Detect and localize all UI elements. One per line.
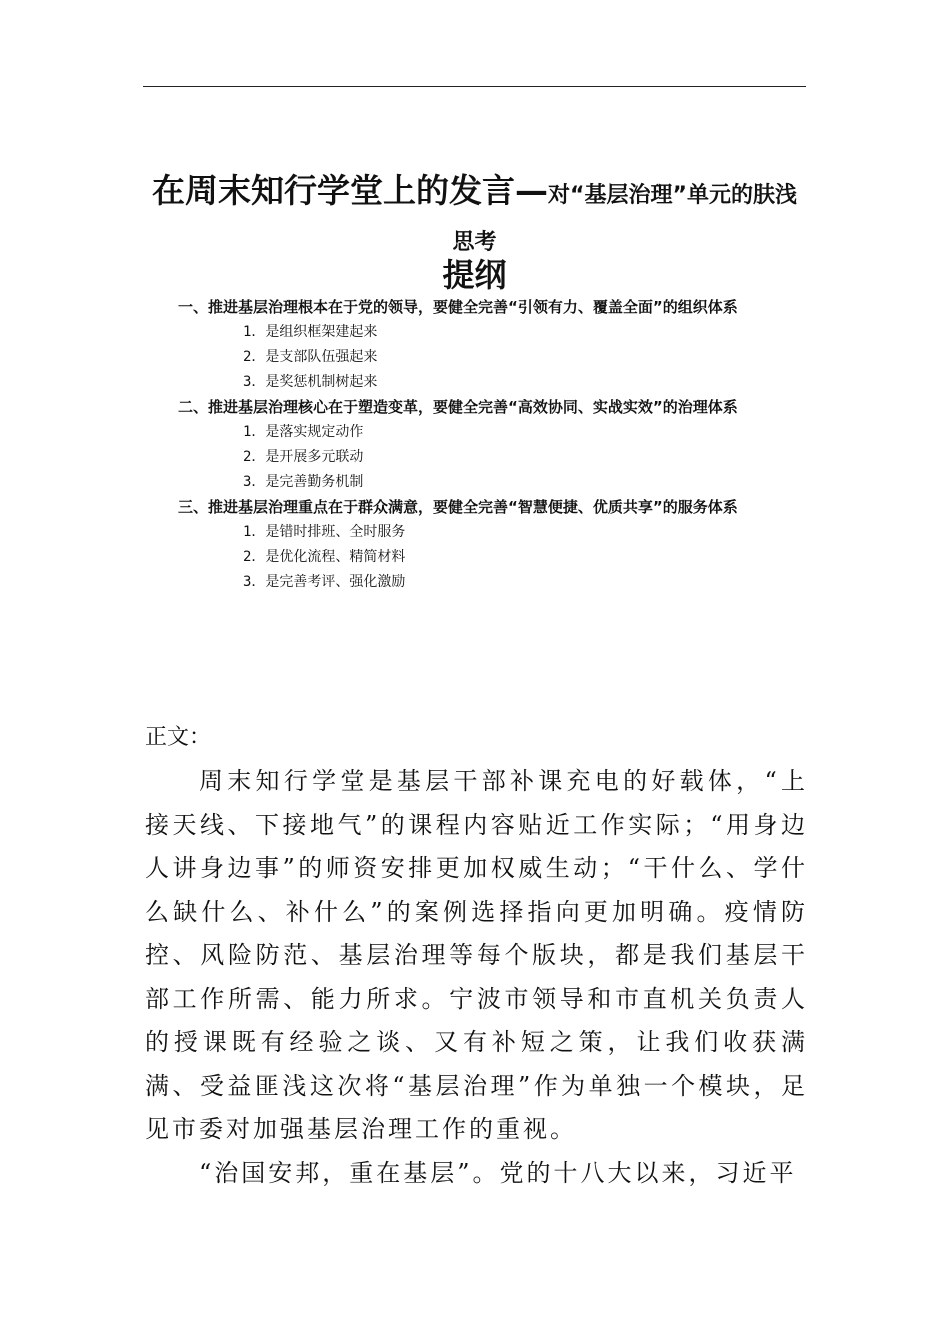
- outline: [178, 295, 808, 595]
- outline-section-heading: 一、推进基层治理根本在于党的领导，要健全完善“引领有力、覆盖全面”的组织体系: [178, 298, 738, 316]
- title-main: 在周末知行学堂上的发言—: [152, 171, 549, 210]
- header-rule: [143, 86, 806, 87]
- outline-item: 1．是落实规定动作: [243, 424, 364, 440]
- outline-item: 3．是奖惩机制树起来: [243, 374, 378, 390]
- outline-item: 2．是优化流程、精简材料: [243, 549, 406, 565]
- outline-section: [178, 295, 808, 395]
- paragraph: 周末知行学堂是基层干部补课充电的好载体，“上接天线、下接地气”的课程内容贴近工作实际；“用身边人讲身边事”的师资安排更加权威生动；“干什么、学什么缺什么、补什么”的案例选择指向更加明确。疫情防控、风险防范、基层治理等每个版块，都是我们基层干部工作所需、能力所求。宁波市领导和市直机关负责人的授课既有经验之谈、又有补短之策，让我们收获满满、受益匪浅这次将“基层治理”作为单独一个模块，足见市委对加强基层治理工作的重视。: [145, 767, 808, 1143]
- outline-section: [178, 395, 808, 495]
- outline-item: 1．是组织框架建起来: [243, 324, 378, 340]
- outline-item: 2．是支部队伍强起来: [243, 349, 378, 365]
- paragraph: “治国安邦，重在基层”。党的十八大以来，习近平: [199, 1158, 797, 1187]
- outline-section: [178, 495, 808, 595]
- outline-item: 3．是完善勤务机制: [243, 474, 364, 490]
- title-sub: 对“基层治理”单元的肤浅思考: [452, 183, 797, 255]
- outline-heading: 提纲: [442, 256, 507, 294]
- outline-section-heading: 三、推进基层治理重点在于群众满意，要健全完善“智慧便捷、优质共享”的服务体系: [178, 498, 738, 516]
- outline-section-heading: 二、推进基层治理核心在于塑造变革，要健全完善“高效协同、实战实效”的治理体系: [178, 398, 738, 416]
- outline-item: 3．是完善考评、强化激励: [243, 574, 406, 590]
- outline-item: 1．是错时排班、全时服务: [243, 524, 406, 540]
- body-label: 正文：: [145, 725, 212, 750]
- body-text: [145, 760, 808, 1195]
- outline-item: 2．是开展多元联动: [243, 449, 364, 465]
